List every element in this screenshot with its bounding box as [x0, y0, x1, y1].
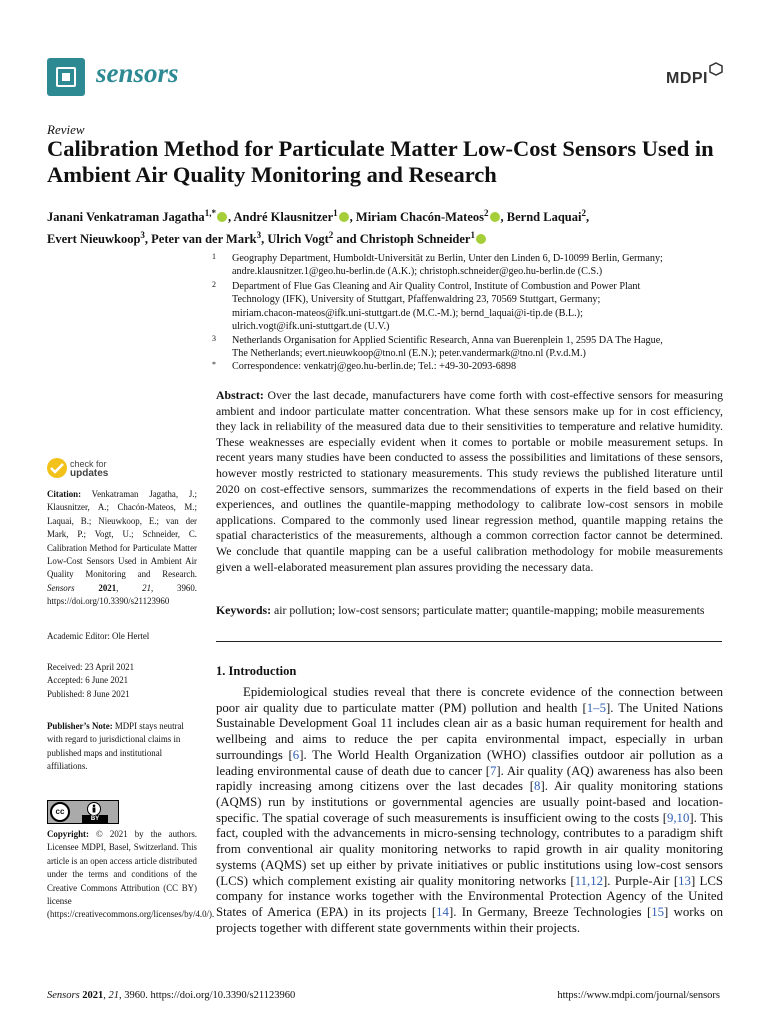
paragraph-text: ]. Purple-Air [ [603, 873, 679, 888]
author-affiliation-marker: 2 [328, 230, 334, 241]
footer-journal-url[interactable]: https://www.mdpi.com/journal/sensors [557, 990, 720, 1001]
orcid-icon[interactable] [217, 212, 227, 222]
abstract: Abstract: Over the last decade, manufacturers have come forth with cost-effective sensors for measuring ambient and indoor particulate matter concentration. What these sensors make up for in cost efficiency, they lack in reliability of the measured data due to their sensitivities to temperature and relative humidity. These weaknesses are especially evident when it comes to portable or mobile measurement setups. In recent years many studies have been conducted to assess the possibilities and limitations of these sensors, however mostly restricted to stationary measurements. This study reviews the published literature until 2020 on cost-effective sensors, summarizes the recommendations of experts in the field based on their experiences, and outlines the quantile-mapping methodology to calibrate low-cost sensors in mobile applications. Compared to the commonly used linear regression method, quantile mapping retains the spatial characteristics of the measurements, although a common correction factor cannot be determined. We conclude that quantile mapping can be a useful calibration methodology for mobile measurements given a well-elaborated measurement plan assures providing the necessary data. [216, 388, 723, 574]
paragraph-text: ]. This fact, coupled with the advancements in micro-sensing technology, contributes to a paradigm shift from conventional air quality monitoring networks to rapid growth in air quality monitoring systems (AQMS) set up either by private initiatives or public institutions using low-cost sensors (LCS) which complement existing air quality monitoring networks [ [216, 810, 723, 888]
author-affiliation-marker: 1 [470, 230, 475, 241]
author-separator: , [144, 232, 152, 247]
paragraph-text: ] LCS company for instance works together with the Environmental Protection Agency of the United States of America (EPA) in its projects [ [216, 873, 723, 920]
citation-link[interactable]: 8 [534, 779, 541, 794]
person-icon [84, 802, 104, 816]
affiliation-line: andre.klausnitzer.1@geo.hu-berlin.de (A.K.); christoph.schneider@geo.hu-berlin.de (C.S.) [232, 266, 603, 278]
cc-icon: cc [50, 802, 70, 822]
section-heading: 1. Introduction [216, 664, 297, 678]
orcid-icon[interactable] [476, 234, 486, 244]
journal-logo-icon [47, 58, 85, 96]
academic-editor: Academic Editor: Ole Hertel [47, 631, 150, 641]
intro-paragraph [216, 685, 723, 937]
affiliation-line: miriam.chacon-mateos@ifk.uni-stuttgart.de (M.C.-M.); bernd_laquai@i-tip.de (B.L.); [232, 307, 583, 319]
author-name: Ulrich Vogt [267, 232, 329, 247]
affiliation-line: Technology (IFK), University of Stuttgart, Pfaffenwaldring 23, 70569 Stuttgart, Germany; [232, 294, 601, 306]
orcid-icon[interactable] [339, 212, 349, 222]
citation-link[interactable]: 14 [436, 905, 449, 920]
cc-license-badge[interactable]: cc BY [47, 800, 119, 824]
citation-link[interactable]: 15 [651, 905, 665, 920]
citation: Citation: Venkatraman Jagatha, J.; Klausnitzer, A.; Chacón-Mateos, M.; Laquai, B.; Nieuwkoop, E.; van der Mark, P.; Vogt, U.; Schneider, C. Calibration Method for Particulate Matter Low-Cost Sensors Used in Ambient Air Quality Monitoring and Research. Sensors 2021, 21, 3960. https://doi.org/10.3390/s21123960 [47, 489, 197, 607]
author-affiliation-marker: 1,* [204, 208, 216, 218]
affiliation-line: Department of Flue Gas Cleaning and Air Quality Control, Institute of Combustion and Power Plant [232, 281, 641, 292]
check-icon [47, 458, 67, 478]
author-name: Christoph Schneider [359, 232, 471, 247]
affiliation-line: Netherlands Organisation for Applied Scientific Research, Anna van Buerenplein 1, 2595 DA The Hague, [232, 335, 663, 346]
citation-link[interactable]: 1–5 [586, 700, 606, 715]
author-separator: and [333, 232, 360, 247]
author-affiliation-marker: 1 [333, 208, 338, 218]
paragraph-text: ]. Air quality monitoring stations (AQMS) run by institutions or governmental agencies are usually point-based and location-specific. The spatial coverage of such measurements is insufficient owing to the costs [ [216, 779, 723, 825]
article-title: Calibration Method for Particulate Matter Low-Cost Sensors Used in Ambient Air Quality Monitoring and Research [47, 136, 714, 187]
copyright: Copyright: © 2021 by the authors. Licensee MDPI, Basel, Switzerland. This article is an open access article distributed under the terms and conditions of the Creative Commons Attribution (CC BY) license (https://creativecommons.org/licenses/by/4.0/). [47, 829, 215, 920]
author-name: Miriam Chacón-Mateos [355, 210, 485, 225]
affiliation-number: 1 [212, 252, 216, 261]
author-affiliation-marker: 3 [256, 230, 262, 241]
affiliation [212, 280, 726, 334]
author-name: Peter van der Mark [151, 232, 257, 247]
author-affiliation-marker: 2 [581, 208, 586, 218]
citation-doi-link[interactable]: https://doi.org/10.3390/s21123960 [47, 596, 170, 607]
affiliation-line: Geography Department, Humboldt-Universität zu Berlin, Unter den Linden 6, D-10099 Berlin, Germany; [232, 253, 663, 264]
author-affiliation-marker: 2 [484, 208, 489, 218]
keywords: Keywords: air pollution; low-cost sensors; particulate matter; quantile-mapping; mobile measurements [216, 603, 705, 617]
affiliation [212, 334, 726, 361]
citation-link[interactable]: 11,12 [574, 873, 604, 888]
paragraph-text: ]. The World Health Organization (WHO) classifies outdoor air pollution as a leading environmental cause of death due to cancer [ [216, 747, 723, 778]
paragraph-text: Epidemiological studies reveal that there is concrete evidence of the connection between poor air quality due to particulate matter (PM) pollution and health [ [216, 685, 723, 715]
article-type: Review [47, 122, 85, 137]
citation-link[interactable]: 6 [292, 747, 300, 762]
author-separator: , [227, 210, 234, 225]
author-list [47, 204, 737, 248]
check-for-updates-button[interactable]: check for updates [47, 458, 147, 484]
divider [216, 641, 722, 642]
author-separator: , [500, 210, 507, 225]
paragraph-text: ] works on projects together with different state governments within their projects. [216, 905, 723, 935]
mdpi-hex-icon [709, 62, 723, 76]
paragraph-text: ]. The United Nations Sustainable Development Goal 11 includes clean air as a basic human requirement for health and wellbeing and aims to reduce the per capita environmental impact, especially in urban surroundings [ [216, 700, 723, 762]
citation-link[interactable]: 13 [678, 873, 691, 888]
author-separator: , [585, 210, 590, 225]
affiliation-line: The Netherlands; evert.nieuwkoop@tno.nl (E.N.); peter.vandermark@tno.nl (P.v.d.M.) [232, 348, 586, 360]
citation-link[interactable]: 7 [489, 763, 497, 778]
affiliation [212, 360, 726, 373]
author-separator: , [261, 232, 268, 247]
affiliation [212, 252, 726, 279]
publisher-note: Publisher’s Note: MDPI stays neutral with regard to jurisdictional claims in published maps and institutional affiliations. [47, 721, 184, 772]
affiliation-number: 2 [212, 280, 216, 289]
footer-citation: Sensors 2021, 21, 3960. https://doi.org/10.3390/s21123960 [47, 990, 296, 1001]
paragraph-text: ]. In Germany, Breeze Technologies [ [448, 905, 652, 920]
author-name: Bernd Laquai [506, 210, 582, 225]
author-name: Evert Nieuwkoop [47, 232, 141, 247]
citation-link[interactable]: 9,10 [666, 810, 690, 825]
author-separator: , [349, 210, 356, 225]
author-name: Janani Venkatraman Jagatha [47, 210, 205, 225]
affiliation-number: * [212, 360, 216, 369]
paragraph-text: ]. Air quality (AQ) awareness has also been rapidly increasing among citizens over the last decades [ [216, 763, 723, 794]
orcid-icon[interactable] [490, 212, 500, 222]
author-name: André Klausnitzer [233, 210, 334, 225]
publisher-logo: MDPI [666, 62, 722, 96]
affiliation-line: ulrich.vogt@ifk.uni-stuttgart.de (U.V.) [232, 321, 390, 333]
author-affiliation-marker: 3 [140, 230, 145, 241]
affiliation-line: Correspondence: venkatrj@geo.hu-berlin.de; Tel.: +49-30-2093-6898 [232, 361, 517, 372]
journal-name: sensors [96, 58, 179, 88]
affiliation-number: 3 [212, 334, 216, 343]
dates: Received: 23 April 2021 Accepted: 6 June 2021 Published: 8 June 2021 [47, 662, 135, 699]
